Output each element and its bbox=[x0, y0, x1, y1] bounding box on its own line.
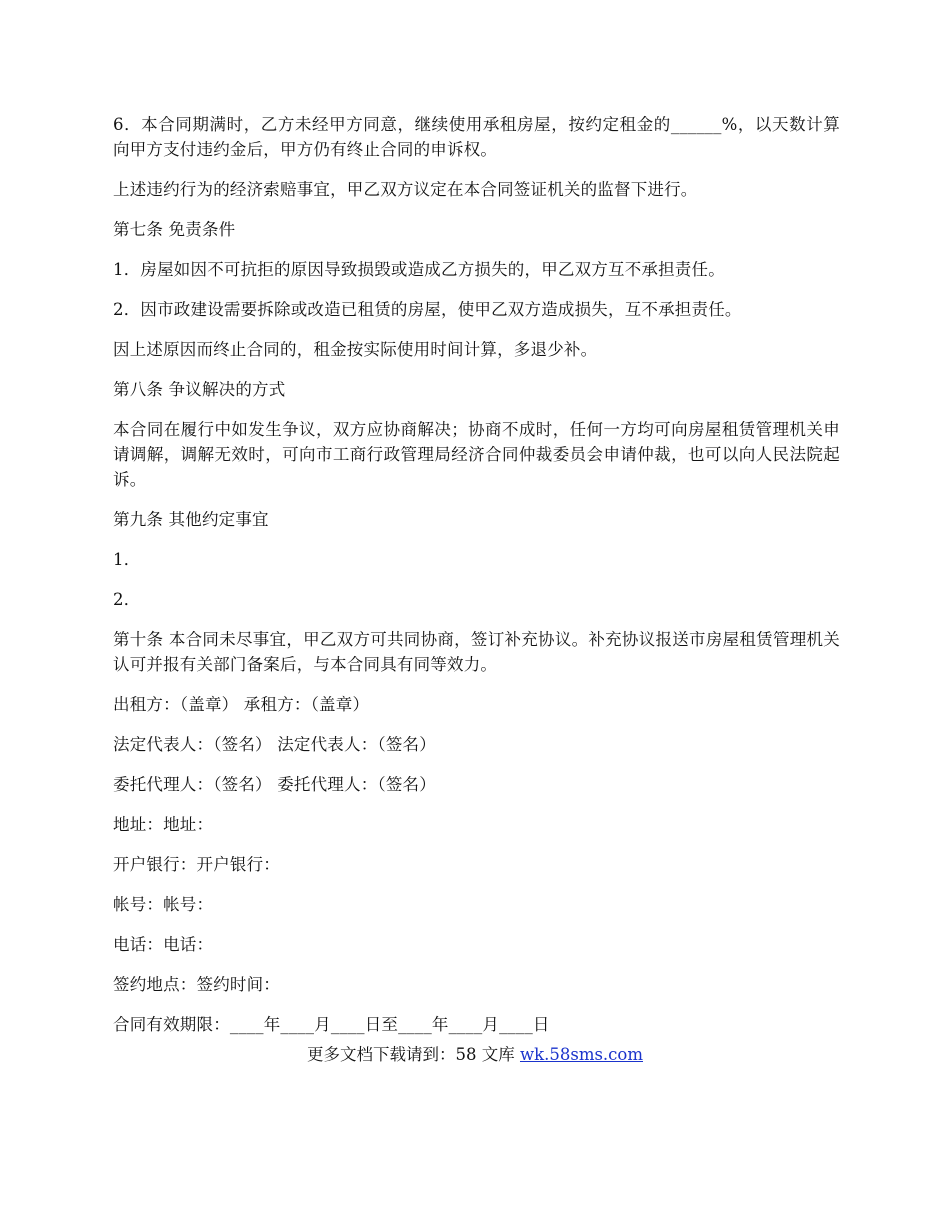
document-body bbox=[113, 112, 840, 1052]
legal-representative-line: 法定代表人：（签名） 法定代表人：（签名） bbox=[113, 735, 436, 754]
footer-link[interactable]: wk.58sms.com bbox=[519, 1045, 643, 1064]
authorized-agent-line: 委托代理人：（签名） 委托代理人：（签名） bbox=[113, 775, 436, 794]
article-9-heading: 第九条 其他约定事宜 bbox=[113, 510, 269, 529]
clause-6-paragraph: 6．本合同期满时，乙方未经甲方同意，继续使用承租房屋，按约定租金的______%，以天数计算向甲方支付违约金后，甲方仍有终止合同的申诉权。 bbox=[113, 115, 840, 159]
article-7-heading: 第七条 免责条件 bbox=[113, 220, 236, 239]
address-line: 地址：地址： bbox=[113, 815, 214, 834]
exemption-item-2: 2．因市政建设需要拆除或改造已租赁的房屋，使甲乙双方造成损失，互不承担责任。 bbox=[113, 300, 742, 319]
bank-line: 开户银行：开户银行： bbox=[113, 855, 280, 874]
exemption-item-1: 1．房屋如因不可抗拒的原因导致损毁或造成乙方损失的，甲乙双方互不承担责任。 bbox=[113, 260, 725, 279]
footer bbox=[0, 1043, 950, 1067]
footer-text: 更多文档下载请到：58 文库 bbox=[306, 1045, 520, 1064]
signing-place-time-line: 签约地点：签约时间： bbox=[113, 975, 280, 994]
phone-line: 电话：电话： bbox=[113, 935, 214, 954]
other-matters-item-2: 2． bbox=[113, 590, 141, 609]
article-8-heading: 第八条 争议解决的方式 bbox=[113, 380, 286, 399]
other-matters-item-1: 1． bbox=[113, 550, 141, 569]
article-10-paragraph: 第十条 本合同未尽事宜，甲乙双方可共同协商，签订补充协议。补充协议报送市房屋租赁管理机关认可并报有关部门备案后，与本合同具有同等效力。 bbox=[113, 630, 840, 674]
validity-period-line: 合同有效期限：____年____月____日至____年____月____日 bbox=[113, 1015, 550, 1034]
breach-claim-paragraph: 上述违约行为的经济索赔事宜，甲乙双方议定在本合同签证机关的监督下进行。 bbox=[113, 180, 698, 199]
dispute-resolution-paragraph: 本合同在履行中如发生争议，双方应协商解决；协商不成时，任何一方均可向房屋租赁管理机关申请调解，调解无效时，可向市工商行政管理局经济合同仲裁委员会申请仲裁，也可以向人民法院起诉。 bbox=[113, 420, 840, 489]
exemption-rent-paragraph: 因上述原因而终止合同的，租金按实际使用时间计算，多退少补。 bbox=[113, 340, 598, 359]
signature-parties-line: 出租方：（盖章） 承租方：（盖章） bbox=[113, 695, 370, 714]
account-line: 帐号：帐号： bbox=[113, 895, 214, 914]
